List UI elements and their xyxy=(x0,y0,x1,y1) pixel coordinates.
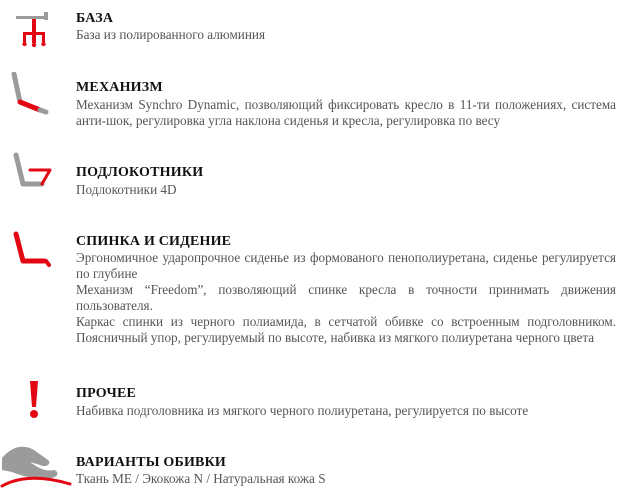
section-text: Ткань ME / Экокожа N / Натуральная кожа S xyxy=(76,471,326,486)
section-text: Механизм Synchro Dynamic, позволяющий фиксировать кресло в 11-ти положениях, система анти-шок, регулировка угла наклона сиденья и кресла, регулировка по весу xyxy=(76,97,616,128)
section-text-block xyxy=(76,250,616,346)
section-text: Эргономичное ударопрочное сиденье из формованого пенополиуретана, сиденье регулируется по глубине xyxy=(76,250,616,281)
section-text: Механизм “Freedom”, позволяющий спинке кресла в точности принимать движения пользователя. xyxy=(76,282,616,313)
chair-mechanism-icon xyxy=(10,72,50,116)
section-title: ПРОЧЕЕ xyxy=(76,386,137,401)
section-title: СПИНКА И СИДЕНИЕ xyxy=(76,234,232,249)
section-text: База из полированного алюминия xyxy=(76,27,266,42)
hand-fabric-icon xyxy=(0,438,72,494)
section-text: Каркас спинки из черного полиамида, в сетчатой обивке со встроенным подголовником. Поясничный упор, регулируемый по высоте, набивка из мягкого полиуретана черного цвета xyxy=(76,314,616,345)
section-title: ВАРИАНТЫ ОБИВКИ xyxy=(76,455,227,470)
section-text: Набивка подголовника из мягкого черного полиуретана, регулируется по высоте xyxy=(76,403,529,418)
section-title: ПОДЛОКОТНИКИ xyxy=(76,165,204,180)
chair-armrest-icon xyxy=(12,152,56,194)
section-text: Подлокотники 4D xyxy=(76,182,177,197)
exclamation-icon xyxy=(27,380,41,420)
section-title: МЕХАНИЗМ xyxy=(76,80,163,95)
chair-back-seat-icon xyxy=(12,231,52,275)
section-title: БАЗА xyxy=(76,11,114,26)
chair-base-icon xyxy=(14,10,54,50)
